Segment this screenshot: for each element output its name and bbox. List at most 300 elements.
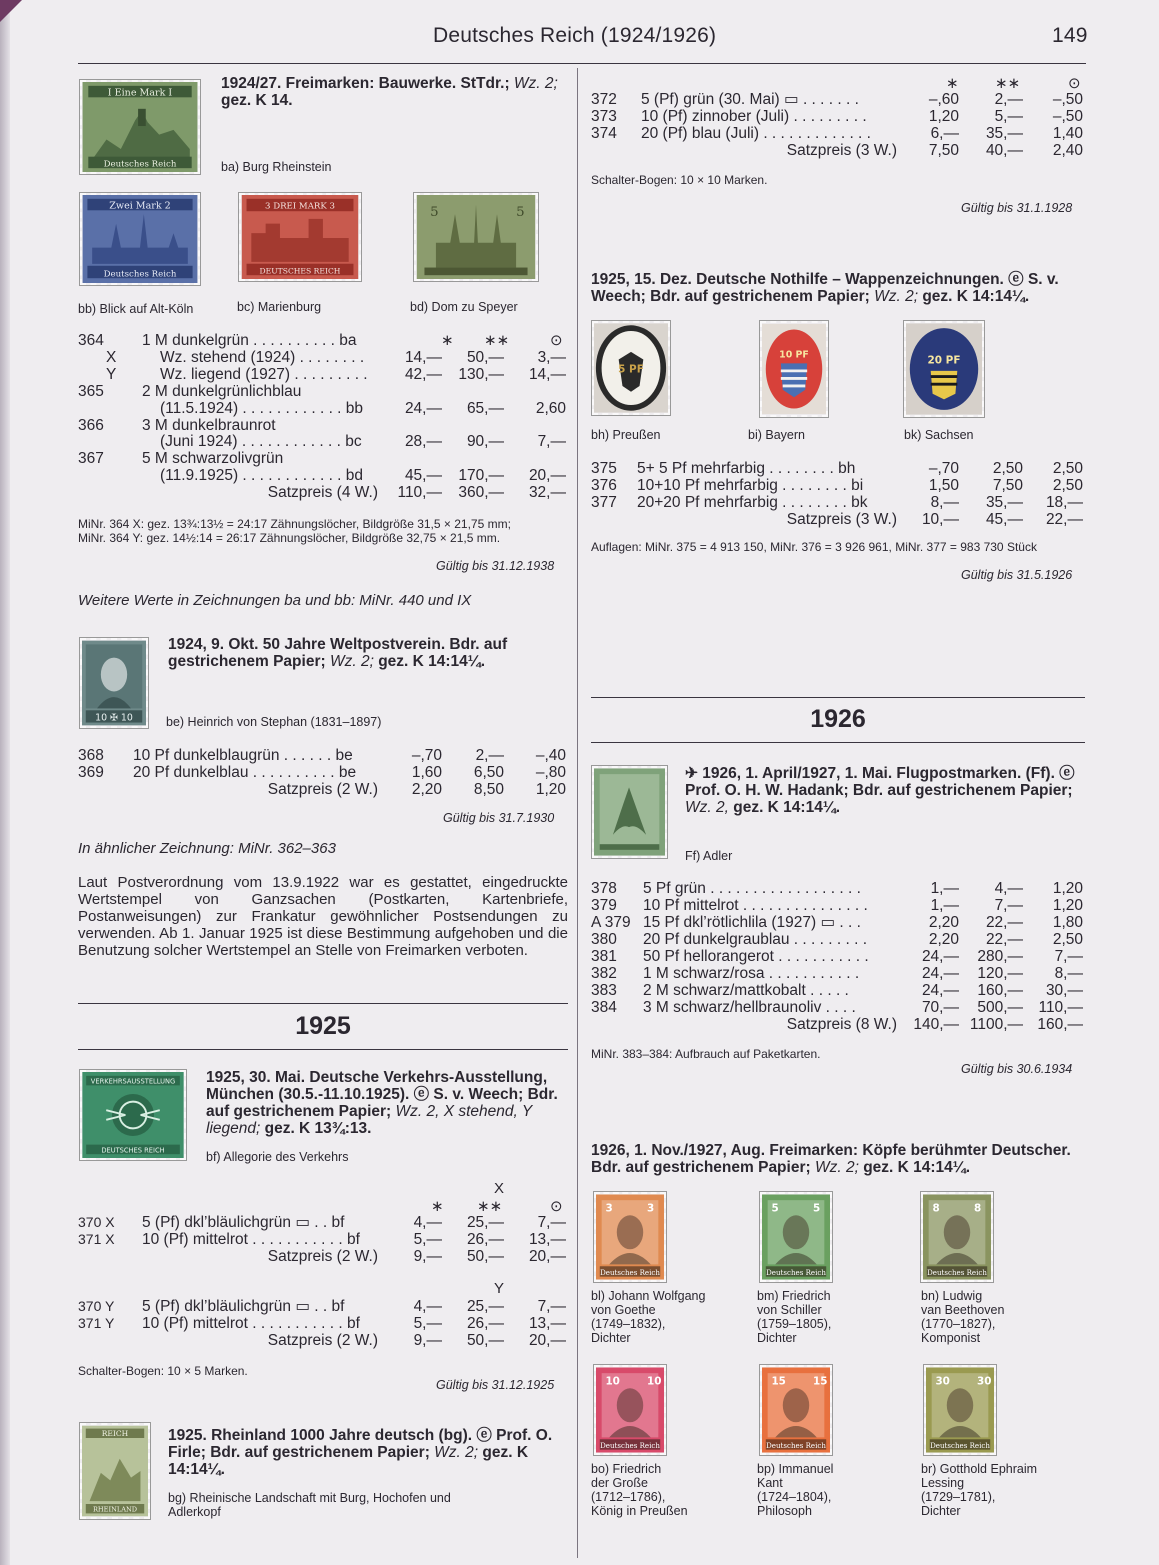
- item-description: 20 (Pf) blau (Juli) . . . . . . . . . . . . .: [641, 125, 871, 142]
- item-description: (11.9.1925) . . . . . . . . . . . . bd: [160, 467, 364, 485]
- item-description: 3 M dunkelbraunrot: [142, 416, 276, 434]
- sheet-note-10x10: Schalter-Bogen: 10 × 10 Marken.: [591, 173, 768, 187]
- catalog-number: 380: [591, 931, 617, 948]
- catalog-number: 376: [591, 477, 617, 494]
- table-row: [78, 417, 568, 434]
- column-divider: [577, 68, 578, 1558]
- caption-br: [921, 1462, 1037, 1518]
- item-description: Satzpreis (3 W.): [786, 142, 897, 159]
- table-row: [78, 1315, 568, 1332]
- caption-line: von Schiller: [757, 1303, 822, 1317]
- stamp-bg-rheinland: [80, 1423, 150, 1519]
- price-used: 1,80: [1052, 914, 1083, 931]
- price-used: 20,—: [528, 1332, 566, 1349]
- item-description: Satzpreis (2 W.): [267, 1248, 378, 1265]
- price-unused: 1,—: [930, 897, 959, 914]
- catalog-number: 381: [591, 948, 617, 965]
- caption-bc: bc) Marienburg: [237, 300, 322, 314]
- price-unused: 6,—: [930, 125, 959, 142]
- price-mint: 130,—: [458, 365, 504, 383]
- catalog-number: 372: [591, 91, 617, 108]
- svg-text:5: 5: [430, 205, 439, 220]
- svg-text:Deutsches Reich: Deutsches Reich: [930, 1440, 990, 1450]
- item-description: Satzpreis (8 W.): [786, 1016, 897, 1033]
- caption-bh: bh) Preußen: [591, 428, 661, 442]
- caption-line: bm) Friedrich: [757, 1289, 831, 1303]
- svg-text:RHEINLAND: RHEINLAND: [92, 1505, 138, 1514]
- price-mint: 90,—: [466, 433, 504, 451]
- svg-text:Deutsches Reich: Deutsches Reich: [600, 1267, 660, 1277]
- price-used: 2,60: [535, 399, 566, 417]
- col-symbol-l3-2: ⊙: [550, 1198, 563, 1215]
- price-mint: 7,—: [994, 897, 1023, 914]
- table-row: [78, 450, 568, 467]
- issue-heading-koepfe: 1926, 1. Nov./1927, Aug. Freimarken: Köpfe berühmter Deutscher. Bdr. auf gestrichenem Papier; Wz. 2; gez. K 14:14¼.: [591, 1142, 1071, 1176]
- stamp-ba-burg-rheinstein: [80, 80, 200, 174]
- stamp-bf-verkehr: [80, 1070, 186, 1160]
- issue-heading-1924-27: 1924/27. Freimarken: Bauwerke. StTdr.; Wz. 2; gez. K 14.: [221, 75, 558, 109]
- variant-x-label: X: [494, 1180, 505, 1197]
- catalog-number: 367: [78, 450, 104, 468]
- price-unused: 5,—: [413, 1315, 442, 1332]
- svg-text:Deutsches Reich: Deutsches Reich: [600, 1440, 660, 1450]
- variant-y-label: Y: [494, 1280, 505, 1297]
- item-description: Wz. stehend (1924) . . . . . . . .: [160, 348, 365, 366]
- svg-text:Deutsches Reich: Deutsches Reich: [103, 159, 177, 170]
- further-values-note: Weitere Werte in Zeichnungen ba und bb: MiNr. 440 und IX: [78, 592, 472, 609]
- price-used: 110,—: [1038, 999, 1083, 1016]
- table-row: [591, 965, 1085, 982]
- price-mint: 7,50: [992, 477, 1023, 494]
- svg-text:10 PF: 10 PF: [779, 349, 809, 361]
- stamp-br-portrait: [924, 1365, 996, 1455]
- stamp-bl-portrait: [594, 1192, 666, 1282]
- catalog-number: 369: [78, 764, 104, 781]
- catalog-number: 371 Y: [78, 1315, 115, 1331]
- price-used: 1,40: [1052, 125, 1083, 142]
- sheet-note-10x5: Schalter-Bogen: 10 × 5 Marken.: [78, 1364, 248, 1378]
- catalog-number: 364: [78, 332, 104, 349]
- catalog-number: 379: [591, 897, 617, 914]
- price-unused: 1,60: [411, 764, 442, 781]
- item-description: 20 Pf dunkelgraublau . . . . . . . . .: [643, 931, 868, 948]
- svg-text:VERKEHRSAUSSTELLUNG: VERKEHRSAUSSTELLUNG: [90, 1077, 176, 1086]
- postal-regulation-paragraph: Laut Postverordnung vom 13.9.1922 war es gestattet, eingedruckte Wertstempel von Ganzsachen (Postkarten, Kartenbriefe, Postanweisungen) zur Frankatur gewöhnlicher Postsendungen zu verwenden. Ab 1. Januar 1925 ist diese Bestimmung aufgehoben und die Benutzung solcher Wertstempel an Stelle von Freimarken verboten.: [78, 874, 568, 959]
- svg-text:15: 15: [813, 1375, 828, 1388]
- catalog-number: 370 Y: [78, 1298, 115, 1314]
- item-description: 10+10 Pf mehrfarbig . . . . . . . . bi: [637, 477, 864, 494]
- price-mint: 1100,—: [969, 1016, 1023, 1033]
- price-mint: 6,50: [473, 764, 504, 781]
- caption-be: be) Heinrich von Stephan (1831–1897): [166, 715, 382, 729]
- price-mint: 170,—: [458, 467, 504, 485]
- price-unused: 24,—: [921, 982, 959, 999]
- col-symbol-l3-0: ∗: [431, 1198, 444, 1215]
- table-row: [78, 383, 568, 400]
- note-383-384: MiNr. 383–384: Aufbrauch auf Paketkarten.: [591, 1047, 821, 1061]
- svg-text:Deutsches Reich: Deutsches Reich: [103, 269, 177, 280]
- table-row: [78, 747, 568, 764]
- svg-text:Zwei Mark 2: Zwei Mark 2: [109, 200, 171, 212]
- price-unused: 4,—: [413, 1298, 442, 1315]
- catalog-number: X: [106, 348, 117, 366]
- item-description: 50 Pf hellorangerot . . . . . . . . . . .: [643, 948, 869, 965]
- price-used: –,40: [535, 747, 566, 764]
- svg-text:15: 15: [771, 1375, 786, 1388]
- catalog-number: 371 X: [78, 1231, 115, 1247]
- item-description: 10 Pf mittelrot . . . . . . . . . . . . . . .: [643, 897, 868, 914]
- price-used: 2,50: [1052, 460, 1083, 477]
- item-description: Satzpreis (2 W.): [267, 1332, 378, 1349]
- caption-line: bl) Johann Wolfgang: [591, 1289, 706, 1303]
- price-used: 7,—: [1054, 948, 1083, 965]
- price-unused: 5,—: [413, 1231, 442, 1248]
- price-mint: 5,—: [994, 108, 1023, 125]
- catalog-number: 374: [591, 125, 617, 142]
- price-mint: 360,—: [458, 484, 504, 502]
- price-mint: 26,—: [466, 1231, 504, 1248]
- col-symbol-r1-2: ⊙: [1068, 75, 1081, 92]
- catalog-number: 384: [591, 999, 617, 1016]
- price-mint: 4,—: [994, 880, 1023, 897]
- stamp-bi-bayern: [760, 321, 828, 417]
- price-used: –,80: [535, 764, 566, 781]
- caption-bp: [757, 1462, 833, 1518]
- price-mint: 2,—: [475, 747, 504, 764]
- note-364y: MiNr. 364 Y: gez. 14½:14 = 26:17 Zähnungslöcher, Bildgröße 32,75 × 21,5 mm.: [78, 531, 501, 545]
- item-description: 5 (Pf) grün (30. Mai) ▭ . . . . . . .: [641, 91, 859, 108]
- price-mint: 160,—: [977, 982, 1023, 999]
- issue-heading-rheinland: 1925. Rheinland 1000 Jahre deutsch (bg). ⓔ Prof. O. Firle; Bdr. auf gestrichenem Papier; Wz. 2; gez. K 14:14¼.: [168, 1427, 553, 1478]
- year-heading-1926: 1926: [810, 705, 866, 733]
- issue-heading-nothilfe: 1925, 15. Dez. Deutsche Nothilfe – Wappenzeichnungen. ⓔ S. v. Weech; Bdr. auf gestrichenem Papier; Wz. 2; gez. K 14:14¼.: [591, 271, 1059, 305]
- table-row: [78, 433, 568, 450]
- year-rule-1925-top: [78, 1003, 568, 1004]
- price-used: 14,—: [528, 365, 566, 383]
- caption-line: (1770–1827),: [921, 1317, 996, 1331]
- price-unused: 14,—: [404, 348, 442, 366]
- price-unused: 4,—: [413, 1214, 442, 1231]
- table-row: [78, 1298, 568, 1315]
- table-row: [78, 764, 568, 781]
- price-used: 7,—: [537, 1298, 566, 1315]
- price-mint: 50,—: [466, 1332, 504, 1349]
- svg-text:30: 30: [935, 1375, 950, 1388]
- table-row: [591, 897, 1085, 914]
- price-used: 22,—: [1045, 511, 1083, 528]
- running-title: Deutsches Reich (1924/1926): [433, 24, 717, 47]
- price-mint: 120,—: [977, 965, 1023, 982]
- price-unused: 28,—: [404, 433, 442, 451]
- caption-line: Dichter: [921, 1504, 961, 1518]
- table-row: [78, 467, 568, 484]
- item-description: 5+ 5 Pf mehrfarbig . . . . . . . . bh: [637, 460, 856, 477]
- svg-text:3: 3: [647, 1202, 655, 1215]
- caption-line: der Große: [591, 1476, 648, 1490]
- catalog-number: 383: [591, 982, 617, 999]
- svg-text:10: 10: [647, 1375, 662, 1388]
- table-row: [591, 914, 1085, 931]
- valid-until-1928: Gültig bis 31.1.1928: [961, 201, 1073, 215]
- year-rule-1925-bottom: [78, 1049, 568, 1050]
- col-symbol-l3-1: ∗∗: [477, 1198, 503, 1215]
- price-used: –,50: [1052, 108, 1083, 125]
- item-description: 20 Pf dunkelblau . . . . . . . . . . be: [133, 764, 357, 781]
- caption-line: bo) Friedrich: [591, 1462, 662, 1476]
- catalog-number: 365: [78, 382, 104, 400]
- price-used: 160,—: [1037, 1016, 1083, 1033]
- item-description: 1 M schwarz/rosa . . . . . . . . . . .: [643, 965, 860, 982]
- price-unused: 42,—: [404, 365, 442, 383]
- price-mint: 22,—: [985, 914, 1023, 931]
- price-unused: –,70: [411, 747, 442, 764]
- svg-text:3 DREI MARK 3: 3 DREI MARK 3: [265, 201, 335, 212]
- price-used: 7,—: [537, 1214, 566, 1231]
- page-number: 149: [1052, 24, 1088, 47]
- item-description: 2 M dunkelgrünlichblau: [142, 382, 302, 400]
- caption-line: (1729–1781),: [921, 1490, 996, 1504]
- price-unused: 24,—: [921, 948, 959, 965]
- similar-design-note: In ähnlicher Zeichnung: MiNr. 362–363: [78, 840, 336, 857]
- year-heading-1925: 1925: [295, 1012, 351, 1040]
- col-symbol-l1-2: ⊙: [550, 332, 563, 349]
- price-used: 1,20: [1052, 880, 1083, 897]
- price-used: 32,—: [528, 484, 566, 502]
- item-description: Satzpreis (4 W.): [267, 484, 378, 502]
- price-used: 2,40: [1052, 142, 1083, 159]
- item-description: 10 Pf dunkelblaugrün . . . . . . be: [133, 747, 353, 764]
- price-unused: 1,—: [930, 880, 959, 897]
- svg-text:REICH: REICH: [101, 1429, 129, 1439]
- table-row: [78, 1214, 568, 1231]
- item-description: 5 (Pf) dkl’bläulichgrün ▭ . . bf: [142, 1214, 345, 1231]
- stamp-bh-preussen: [592, 321, 670, 415]
- caption-line: (1749–1832),: [591, 1317, 666, 1331]
- issue-heading-verkehrsausstellung: 1925, 30. Mai. Deutsche Verkehrs-Ausstellung, München (30.5.-11.10.1925). ⓔ S. v. Weech; Bdr. auf gestrichenem Papier; Wz. 2, X stehend, Y liegend; gez. K 13¾:13.: [206, 1069, 558, 1137]
- price-mint: 50,—: [466, 1248, 504, 1265]
- svg-text:Deutsches Reich: Deutsches Reich: [766, 1267, 826, 1277]
- svg-text:5: 5: [813, 1202, 821, 1215]
- catalog-number: 368: [78, 747, 104, 764]
- col-symbol-r1-0: ∗: [946, 75, 959, 92]
- year-rule-1926-top: [591, 697, 1085, 698]
- price-mint: 65,—: [466, 399, 504, 417]
- valid-until-1926: Gültig bis 31.5.1926: [961, 568, 1073, 582]
- price-unused: 110,—: [397, 484, 442, 502]
- svg-text:10 ✠ 10: 10 ✠ 10: [95, 712, 133, 724]
- caption-bl: [591, 1289, 705, 1345]
- svg-text:Deutsches Reich: Deutsches Reich: [927, 1267, 987, 1277]
- table-row: [591, 1016, 1085, 1033]
- caption-line: (1759–1805),: [757, 1317, 832, 1331]
- valid-until-1930: Gültig bis 31.7.1930: [443, 811, 555, 825]
- svg-text:5 PF: 5 PF: [618, 363, 644, 376]
- table-row: [591, 142, 1085, 159]
- price-mint: 35,—: [985, 125, 1023, 142]
- price-unused: 9,—: [413, 1332, 442, 1349]
- caption-line: van Beethoven: [921, 1303, 1005, 1317]
- item-description: Satzpreis (3 W.): [786, 511, 897, 528]
- catalog-number: 377: [591, 494, 617, 511]
- svg-text:3: 3: [605, 1202, 613, 1215]
- svg-text:I Eine Mark I: I Eine Mark I: [107, 87, 173, 99]
- caption-bo: [591, 1462, 688, 1518]
- item-description: 10 (Pf) mittelrot . . . . . . . . . . . bf: [142, 1315, 360, 1332]
- table-row: [78, 366, 568, 383]
- price-used: 13,—: [528, 1315, 566, 1332]
- issue-heading-flugpost: ✈ 1926, 1. April/1927, 1. Mai. Flugpostmarken. (Ff). ⓔ Prof. O. H. W. Hadank; Bdr. auf gestrichenem Papier; Wz. 2, gez. K 14:14¼.: [685, 765, 1075, 816]
- price-used: 18,—: [1045, 494, 1083, 511]
- caption-bf: bf) Allegorie des Verkehrs: [206, 1150, 349, 1164]
- stamp-bk-sachsen: [904, 321, 984, 417]
- book-spine-shadow: [0, 0, 10, 1565]
- print-run-note: Auflagen: MiNr. 375 = 4 913 150, MiNr. 376 = 3 926 961, MiNr. 377 = 983 730 Stück: [591, 540, 1037, 554]
- caption-line: bn) Ludwig: [921, 1289, 983, 1303]
- price-mint: 22,—: [985, 931, 1023, 948]
- catalog-number: A 379: [591, 914, 631, 931]
- price-unused: 24,—: [921, 965, 959, 982]
- caption-line: (1712–1786),: [591, 1490, 666, 1504]
- price-used: 3,—: [537, 348, 566, 366]
- item-description: Wz. liegend (1927) . . . . . . . . .: [160, 365, 368, 383]
- stamp-bb-alt-koeln: [80, 193, 200, 285]
- item-description: 20+20 Pf mehrfarbig . . . . . . . . bk: [637, 494, 868, 511]
- price-unused: 140,—: [913, 1016, 959, 1033]
- price-unused: 45,—: [404, 467, 442, 485]
- caption-bn: [921, 1289, 1004, 1345]
- table-row: [591, 880, 1085, 897]
- caption-ff: Ff) Adler: [685, 849, 733, 863]
- table-row: [78, 400, 568, 417]
- price-mint: 26,—: [466, 1315, 504, 1332]
- header-rule: [78, 63, 1086, 64]
- catalog-number: 370 X: [78, 1214, 115, 1230]
- catalog-number: Y: [106, 365, 117, 383]
- table-row: [591, 108, 1085, 125]
- col-symbol-l1-1: ∗∗: [484, 332, 510, 349]
- table-row: [591, 494, 1085, 511]
- item-description: 15 Pf dkl’rötlichlila (1927) ▭ . . .: [643, 914, 861, 931]
- price-unused: 8,—: [930, 494, 959, 511]
- item-description: 1 M dunkelgrün . . . . . . . . . . ba: [142, 332, 357, 349]
- price-mint: 500,—: [977, 999, 1023, 1016]
- stamp-bo-portrait: [594, 1365, 666, 1455]
- valid-until-1925: Gültig bis 31.12.1925: [436, 1378, 555, 1392]
- price-unused: 2,20: [928, 931, 959, 948]
- table-row: [78, 1332, 568, 1349]
- table-row: [78, 781, 568, 798]
- svg-text:Deutsches Reich: Deutsches Reich: [766, 1440, 826, 1450]
- caption-line: Dichter: [757, 1331, 797, 1345]
- table-row: [78, 484, 568, 501]
- corner-marker: [0, 0, 22, 22]
- caption-line: Kant: [757, 1476, 783, 1490]
- table-row: [591, 460, 1085, 477]
- price-unused: 1,50: [928, 477, 959, 494]
- svg-text:10: 10: [605, 1375, 620, 1388]
- price-unused: –,60: [928, 91, 959, 108]
- price-used: 7,—: [537, 433, 566, 451]
- item-description: 2 M schwarz/mattkobalt . . . . .: [643, 982, 849, 999]
- price-mint: 40,—: [985, 142, 1023, 159]
- price-unused: 7,50: [928, 142, 959, 159]
- price-mint: 2,—: [994, 91, 1023, 108]
- stamp-bn-portrait: [921, 1192, 993, 1282]
- caption-line: bp) Immanuel: [757, 1462, 834, 1476]
- catalog-number: 375: [591, 460, 617, 477]
- price-used: 2,50: [1052, 931, 1083, 948]
- price-mint: 25,—: [466, 1298, 504, 1315]
- item-description: (11.5.1924) . . . . . . . . . . . . bb: [160, 399, 364, 417]
- caption-line: Dichter: [591, 1331, 631, 1345]
- price-mint: 280,—: [977, 948, 1023, 965]
- table-row: [591, 125, 1085, 142]
- price-unused: 2,20: [928, 914, 959, 931]
- caption-bd: bd) Dom zu Speyer: [410, 300, 518, 314]
- price-used: 2,50: [1052, 477, 1083, 494]
- price-unused: 1,20: [928, 108, 959, 125]
- caption-line: Philosoph: [757, 1504, 812, 1518]
- price-unused: 10,—: [921, 511, 959, 528]
- caption-line: Lessing: [921, 1476, 965, 1490]
- table-row: [78, 1231, 568, 1248]
- item-description: (Juni 1924) . . . . . . . . . . . . bc: [160, 433, 362, 451]
- item-description: 5 M schwarzolivgrün: [142, 450, 284, 468]
- svg-text:20 PF: 20 PF: [927, 354, 961, 367]
- price-used: 30,—: [1045, 982, 1083, 999]
- caption-bm: [757, 1289, 831, 1345]
- caption-line: br) Gotthold Ephraim: [921, 1462, 1038, 1476]
- stamp-ff-adler: [592, 766, 667, 858]
- table-row: [78, 1248, 568, 1265]
- note-364x: MiNr. 364 X: gez. 13¾:13½ = 24:17 Zähnungslöcher, Bildgröße 31,5 × 21,75 mm;: [78, 517, 511, 531]
- valid-until-1938: Gültig bis 31.12.1938: [436, 559, 555, 573]
- svg-text:5: 5: [771, 1202, 779, 1215]
- table-row: [591, 982, 1085, 999]
- item-description: 10 (Pf) zinnober (Juli) . . . . . . . . .: [641, 108, 867, 125]
- col-symbol-r1-1: ∗∗: [995, 75, 1021, 92]
- catalog-number: 373: [591, 108, 617, 125]
- stamp-bd-dom-speyer: [414, 193, 538, 281]
- catalog-number: 382: [591, 965, 617, 982]
- caption-bb: bb) Blick auf Alt-Köln: [78, 302, 194, 316]
- item-description: 3 M schwarz/hellbraunoliv . . . .: [643, 999, 856, 1016]
- table-row: [591, 477, 1085, 494]
- stamp-bp-portrait: [760, 1365, 832, 1455]
- svg-text:30: 30: [977, 1375, 992, 1388]
- table-row: [591, 948, 1085, 965]
- price-used: 20,—: [528, 467, 566, 485]
- price-mint: 8,50: [473, 781, 504, 798]
- caption-bi: bi) Bayern: [748, 428, 805, 442]
- svg-text:DEUTSCHES REICH: DEUTSCHES REICH: [259, 266, 341, 276]
- table-row: [591, 999, 1085, 1016]
- table-row: [78, 349, 568, 366]
- valid-until-1934: Gültig bis 30.6.1934: [961, 1062, 1073, 1076]
- price-unused: 9,—: [413, 1248, 442, 1265]
- stamp-bm-portrait: [760, 1192, 832, 1282]
- caption-line: König in Preußen: [591, 1504, 688, 1518]
- price-unused: –,70: [928, 460, 959, 477]
- catalog-number: 366: [78, 416, 104, 434]
- stamp-be-stephan: [80, 638, 148, 728]
- svg-text:8: 8: [974, 1202, 982, 1215]
- stamp-bc-marienburg: [239, 193, 361, 281]
- price-mint: 25,—: [466, 1214, 504, 1231]
- item-description: 10 (Pf) mittelrot . . . . . . . . . . . bf: [142, 1231, 360, 1248]
- col-symbol-l1-0: ∗: [441, 332, 454, 349]
- price-used: 8,—: [1054, 965, 1083, 982]
